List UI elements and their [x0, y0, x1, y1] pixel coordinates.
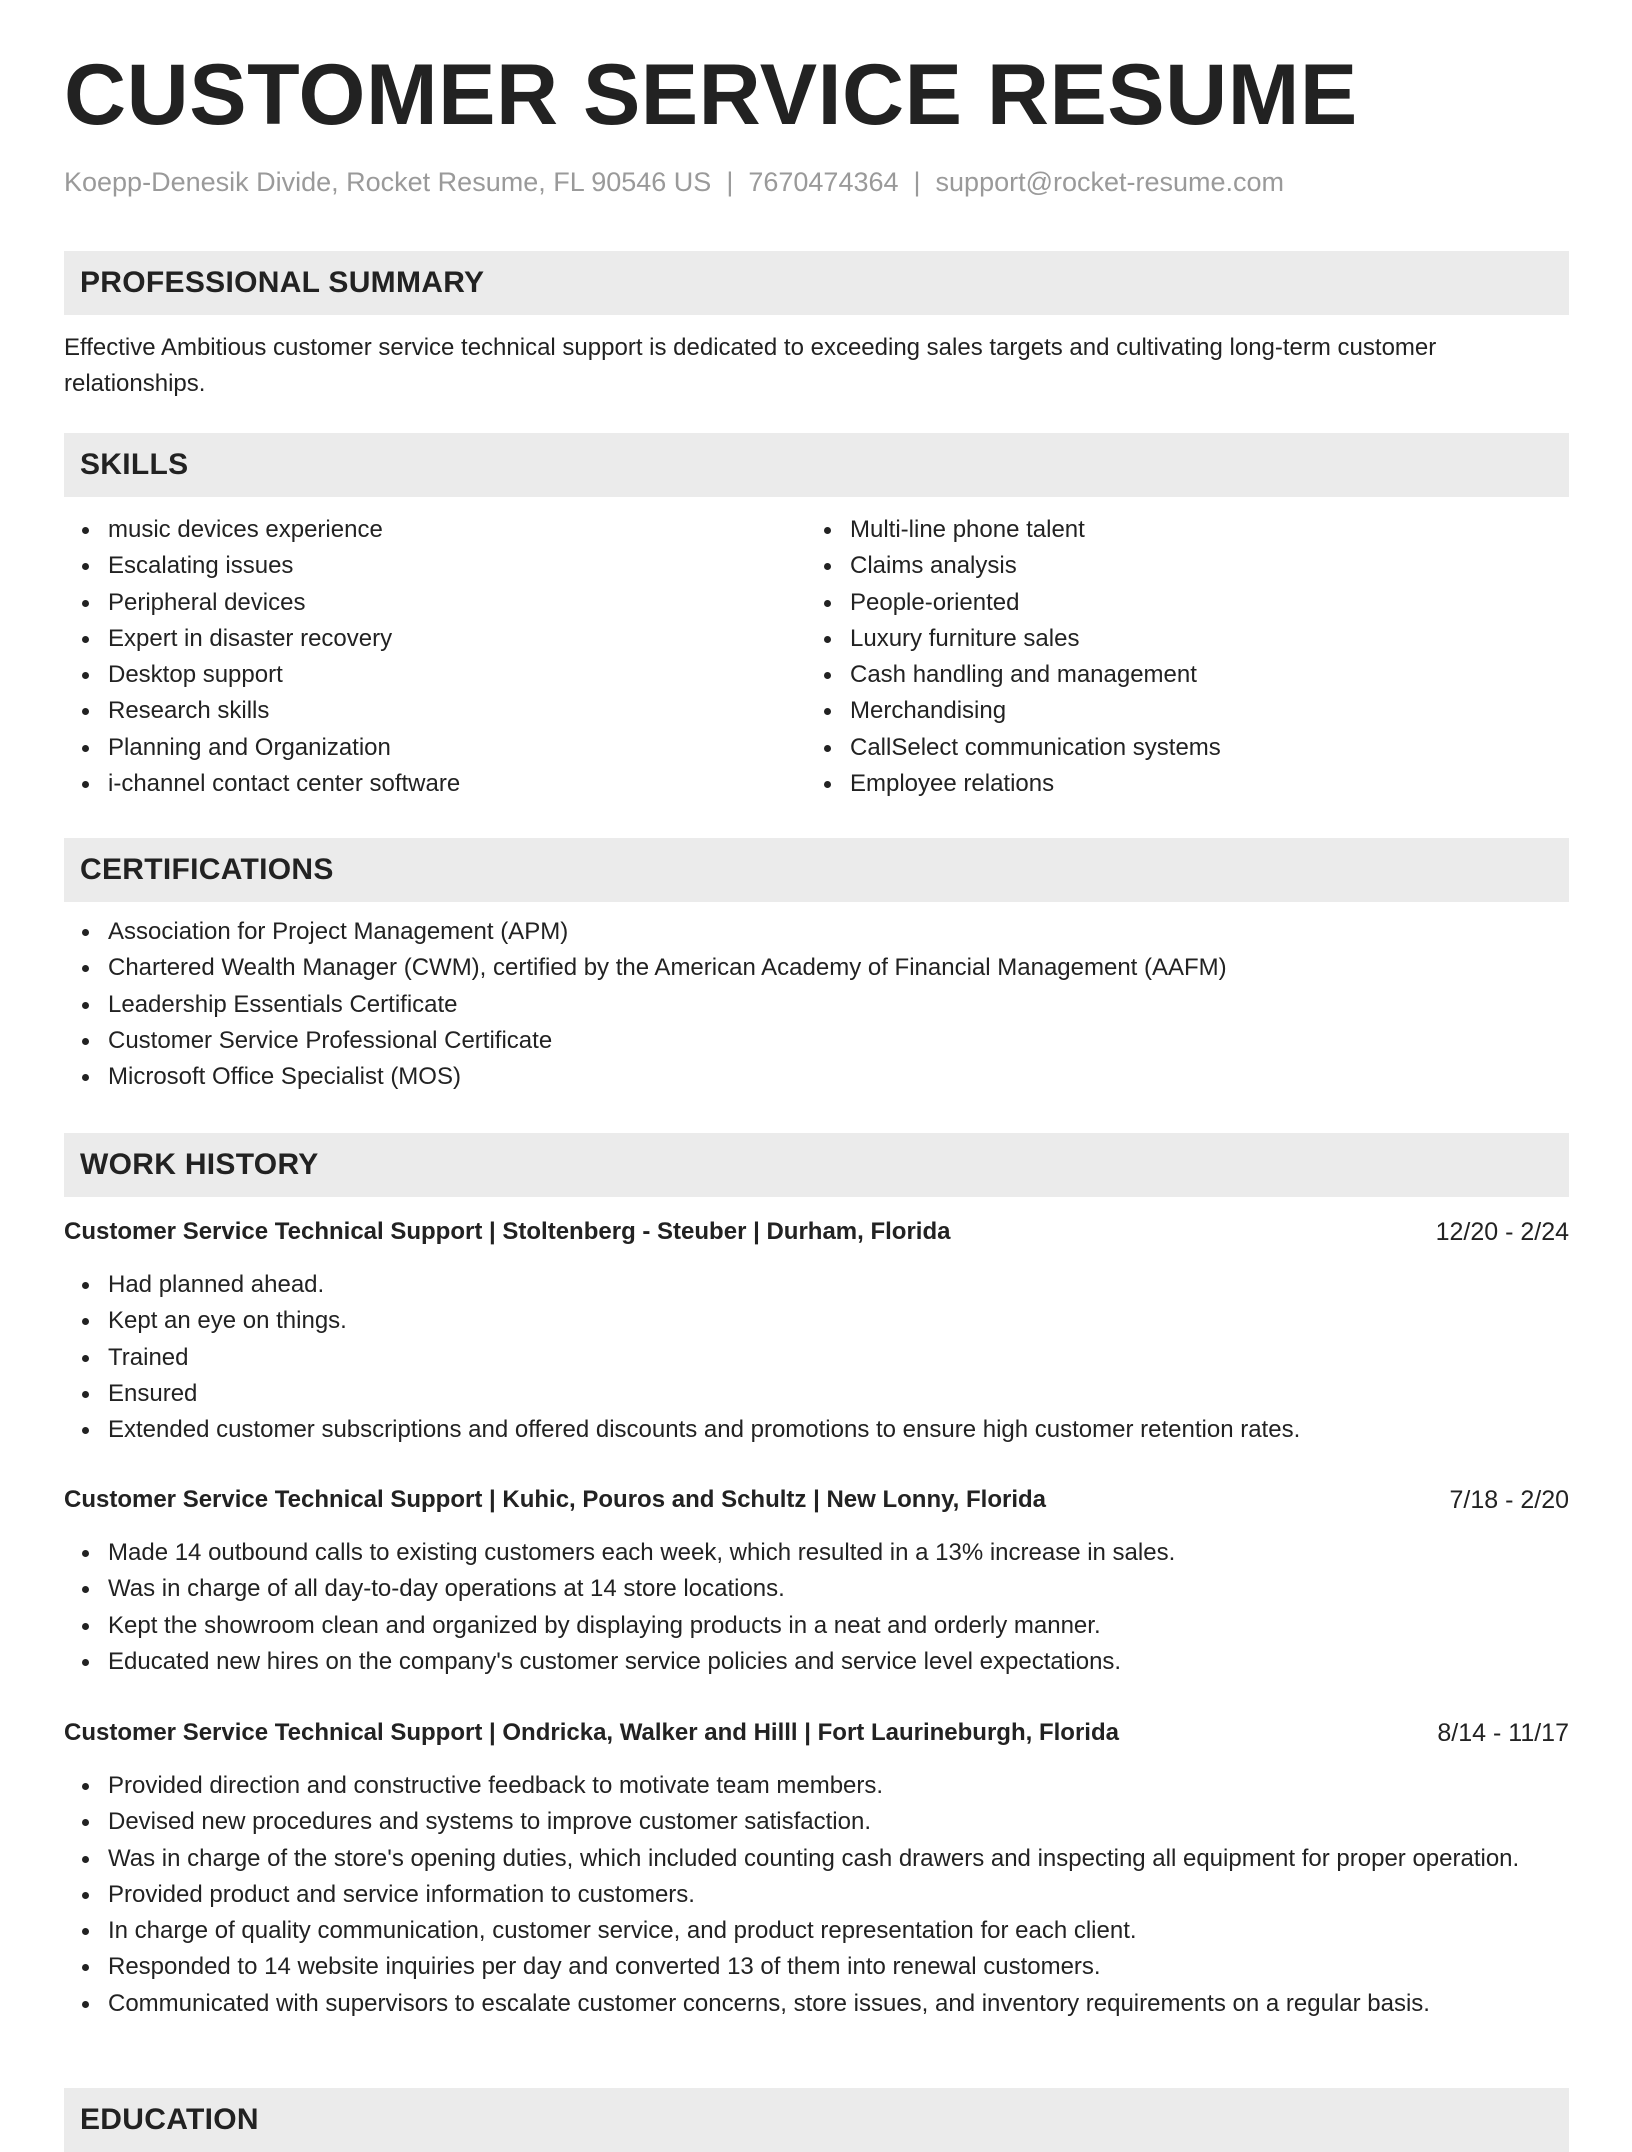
- job-bullets: [64, 1535, 1569, 1680]
- summary-text: Effective Ambitious customer service technical support is dedicated to exceeding sales targets and cultivating long-term customer relationships.: [64, 334, 1437, 397]
- job-title: Customer Service Technical Support | Stoltenberg - Steuber | Durham, Florida: [64, 1218, 951, 1245]
- contact-separator: |: [726, 167, 734, 197]
- skill-item: music devices experience: [108, 512, 799, 548]
- skill-item: Expert in disaster recovery: [108, 621, 799, 657]
- section-heading-certifications: CERTIFICATIONS: [64, 838, 1569, 902]
- skills-list-left: [64, 512, 799, 802]
- certification-item: Microsoft Office Specialist (MOS): [108, 1059, 1569, 1095]
- skill-item: Employee relations: [850, 766, 1566, 802]
- skill-item: Claims analysis: [850, 548, 1566, 584]
- job-bullet: Had planned ahead.: [108, 1267, 1569, 1303]
- contact-address: Koepp-Denesik Divide, Rocket Resume, FL 90546 US: [64, 167, 712, 197]
- job-bullet: In charge of quality communication, customer service, and product representation for each client.: [108, 1913, 1569, 1949]
- skill-item: Merchandising: [850, 693, 1566, 729]
- contact-phone: 7670474364: [748, 167, 899, 197]
- skills-list-right: [806, 512, 1566, 802]
- job-bullets: [64, 1768, 1569, 2022]
- contact-separator: |: [913, 167, 921, 197]
- skill-item: Multi-line phone talent: [850, 512, 1566, 548]
- section-heading-work-history: WORK HISTORY: [64, 1133, 1569, 1197]
- skill-item: Cash handling and management: [850, 657, 1566, 693]
- certifications-list: [64, 914, 1569, 1095]
- job-bullet: Responded to 14 website inquiries per day and converted 13 of them into renewal customers.: [108, 1949, 1569, 1985]
- job-dates: 7/18 - 2/20: [1449, 1486, 1569, 1514]
- job-title: Customer Service Technical Support | Kuhic, Pouros and Schultz | New Lonny, Florida: [64, 1486, 1047, 1513]
- skill-item: CallSelect communication systems: [850, 730, 1566, 766]
- job-bullet: Made 14 outbound calls to existing customers each week, which resulted in a 13% increase in sales.: [108, 1535, 1569, 1571]
- job-dates: 12/20 - 2/24: [1435, 1218, 1569, 1246]
- section-heading-skills: SKILLS: [64, 433, 1569, 497]
- job-bullet: Kept an eye on things.: [108, 1303, 1569, 1339]
- job-bullet: Ensured: [108, 1376, 1569, 1412]
- skill-item: People-oriented: [850, 585, 1566, 621]
- job-bullet: Educated new hires on the company's customer service policies and service level expectations.: [108, 1644, 1569, 1680]
- section-heading-summary: PROFESSIONAL SUMMARY: [64, 251, 1569, 315]
- job-bullet: Communicated with supervisors to escalate customer concerns, store issues, and inventory requirements on a regular basis.: [108, 1986, 1569, 2022]
- skill-item: Research skills: [108, 693, 799, 729]
- section-heading-education: EDUCATION: [64, 2088, 1569, 2152]
- certification-item: Leadership Essentials Certificate: [108, 987, 1569, 1023]
- skill-item: Desktop support: [108, 657, 799, 693]
- skill-item: Planning and Organization: [108, 730, 799, 766]
- certification-item: Association for Project Management (APM): [108, 914, 1569, 950]
- job-bullet: Devised new procedures and systems to improve customer satisfaction.: [108, 1804, 1569, 1840]
- resume-title: CUSTOMER SERVICE RESUME: [64, 47, 1358, 143]
- skill-item: i-channel contact center software: [108, 766, 799, 802]
- job-bullet: Provided product and service information to customers.: [108, 1877, 1569, 1913]
- contact-line: [64, 166, 1284, 198]
- job-bullets: [64, 1267, 1569, 1448]
- job-bullet: Was in charge of the store's opening duties, which included counting cash drawers and inspecting all equipment for proper operation.: [108, 1841, 1569, 1877]
- certification-item: Chartered Wealth Manager (CWM), certified by the American Academy of Financial Management (AAFM): [108, 950, 1569, 986]
- skill-item: Escalating issues: [108, 548, 799, 584]
- skill-item: Peripheral devices: [108, 585, 799, 621]
- contact-email: support@rocket-resume.com: [935, 167, 1285, 197]
- job-dates: 8/14 - 11/17: [1437, 1719, 1569, 1747]
- job-bullet: Was in charge of all day-to-day operations at 14 store locations.: [108, 1571, 1569, 1607]
- job-bullet: Provided direction and constructive feedback to motivate team members.: [108, 1768, 1569, 1804]
- skill-item: Luxury furniture sales: [850, 621, 1566, 657]
- job-bullet: Trained: [108, 1340, 1569, 1376]
- certification-item: Customer Service Professional Certificate: [108, 1023, 1569, 1059]
- job-title: Customer Service Technical Support | Ondricka, Walker and Hilll | Fort Laurineburgh, Florida: [64, 1719, 1119, 1746]
- job-bullet: Kept the showroom clean and organized by displaying products in a neat and orderly manner.: [108, 1608, 1569, 1644]
- job-bullet: Extended customer subscriptions and offered discounts and promotions to ensure high customer retention rates.: [108, 1412, 1569, 1448]
